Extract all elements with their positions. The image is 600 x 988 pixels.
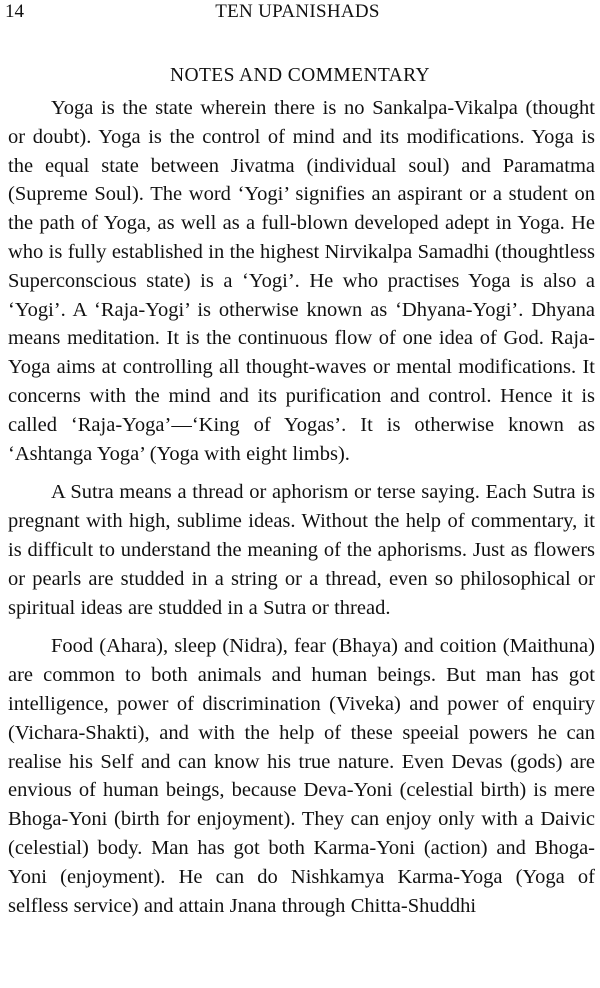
page-number: 14 bbox=[5, 1, 24, 22]
paragraph-yoga-definition: Yoga is the state wherein there is no Sankalpa-Vikalpa (thought or doubt). Yoga is the control of mind and its modifications. Yoga is the equal state between Jivatma (individual soul) and Paramatma (Supreme Soul). The word ‘Yogi’ signifies an aspirant or a student on the path of Yoga, as well as a full-blown developed adept in Yoga. He who is fully established in the highest Nirvikalpa Samadhi (thoughtless Superconscious state) is a ‘Yogi’. He who practises Yoga is also a ‘Yogi’. A ‘Raja-Yogi’ is otherwise known as ‘Dhyana-Yogi’. Dhyana means meditation. It is the continuous flow of one idea of God. Raja-Yoga aims at controlling all thought-waves or mental modifications. It concerns with the mind and its purification and control. Hence it is called ‘Raja-Yoga’—‘King of Yogas’. It is otherwise known as ‘Ashtanga Yoga’ (Yoga with eight limbs). bbox=[8, 97, 595, 465]
paragraph-sutra-meaning: A Sutra means a thread or aphorism or terse saying. Each Sutra is pregnant with high, sublime ideas. Without the help of commentary, it is difficult to understand the meaning of the aphorisms. Just as flowers or pearls are studded in a string or a thread, even so philosophical or spiritual ideas are studded in a Sutra or thread. bbox=[8, 481, 595, 619]
paragraph-human-birth: Food (Ahara), sleep (Nidra), fear (Bhaya) and coition (Maithuna) are common to both animals and human beings. But man has got intelligence, power of discrimination (Viveka) and power of enquiry (Vichara-Shakti), and with the help of these speeial powers he can realise his Self and can know his true nature. Even Devas (gods) are envious of human beings, because Deva-Yoni (celestial birth) is mere Bhoga-Yoni (birth for enjoyment). They can enjoy only with a Daivic (celestial) body. Man has got both Karma-Yoni (action) and Bhoga-Yoni (enjoyment). He can do Nishkamya Karma-Yoga (Yoga of selfless service) and attain Jnana through Chitta-Shuddhi bbox=[8, 635, 595, 917]
commentary-body bbox=[8, 94, 595, 930]
running-title: TEN UPANISHADS bbox=[215, 1, 380, 22]
section-heading: NOTES AND COMMENTARY bbox=[170, 65, 430, 86]
running-header bbox=[5, 1, 590, 23]
